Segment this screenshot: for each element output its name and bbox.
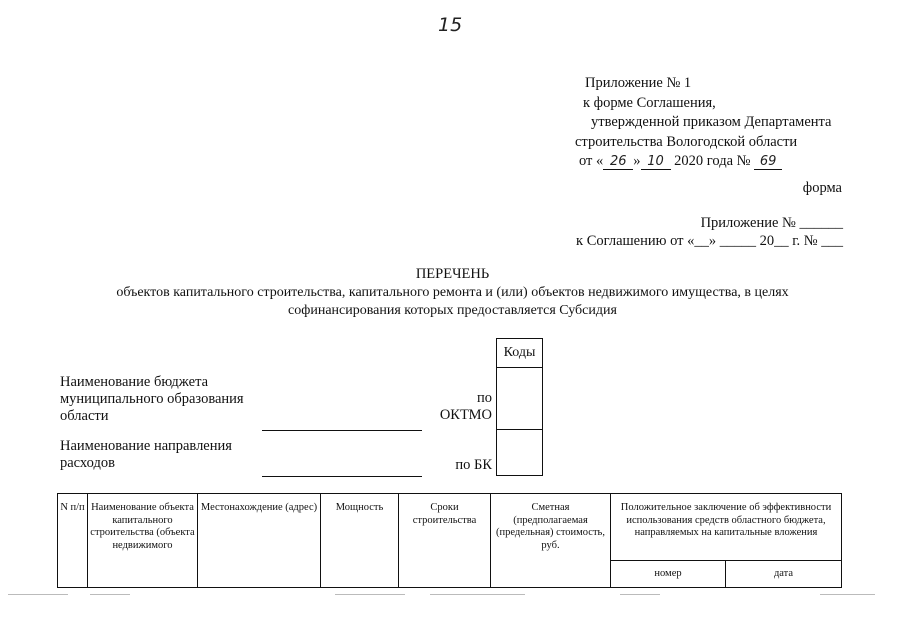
col-header-location: Местонахождение (адрес): [198, 494, 321, 588]
appendix-block: [576, 214, 843, 250]
document-title: ПЕРЕЧЕНЬ: [415, 266, 490, 282]
date-prefix: от «: [579, 153, 604, 169]
scan-mark: [335, 594, 405, 595]
label-line: по: [476, 390, 492, 406]
subheader-number: номер: [611, 561, 726, 588]
oktmo-code-cell[interactable]: [497, 368, 542, 430]
handwritten-day: 26: [603, 155, 633, 170]
approval-line: строительства Вологодской области: [575, 133, 798, 150]
label-line: ОКТМО: [439, 407, 492, 423]
date-quote: »: [633, 153, 641, 169]
scan-mark: [430, 594, 525, 595]
form-label: форма: [802, 180, 842, 196]
appendix-line: Приложение № ______: [700, 215, 843, 231]
expense-direction-label: [60, 438, 232, 472]
bk-code-cell[interactable]: [497, 430, 542, 476]
handwritten-month: 10: [641, 155, 671, 170]
approval-line: утвержденной приказом Департамента: [591, 114, 832, 130]
scan-artifact-line: [0, 594, 905, 600]
codes-header: Коды: [497, 339, 542, 368]
col-header-estimated-cost: Сметная (предполагаемая (предельная) стоимость, руб.: [491, 494, 611, 588]
objects-table: [57, 493, 842, 588]
page-number: 15: [438, 14, 463, 36]
document-subtitle: объектов капитального строительства, капитального ремонта и (или) объектов недвижимого имущества, в целях софинансирования которых предоставляется Субсидия: [116, 285, 789, 318]
label-line: области: [60, 408, 109, 424]
label-line: Наименование направления: [60, 438, 232, 454]
handwritten-order-number: 69: [754, 155, 782, 170]
col-header-capacity: Мощность: [321, 494, 399, 588]
budget-name-field[interactable]: [262, 430, 422, 431]
label-line: Наименование бюджета: [60, 374, 209, 390]
expense-direction-field[interactable]: [262, 476, 422, 477]
appendix-line: к Соглашению от «__» _____ 20__ г. № ___: [576, 233, 843, 249]
label-line: муниципального образования: [60, 391, 244, 407]
col-header-positive-conclusion: Положительное заключение об эффективности использования средств областного бюджета, направляемых на капитальные вложения: [611, 494, 842, 561]
col-header-number: N п/п: [58, 494, 88, 588]
approval-line: Приложение № 1: [585, 75, 692, 91]
label-line: расходов: [60, 455, 115, 471]
date-suffix: 2020 года №: [674, 153, 751, 169]
scan-mark: [620, 594, 660, 595]
scan-mark: [820, 594, 875, 595]
scan-mark: [8, 594, 68, 595]
approval-date-line: [575, 152, 832, 172]
subheader-date: дата: [726, 561, 842, 588]
bk-label: по БК: [455, 457, 492, 473]
col-header-construction-terms: Сроки строительства: [399, 494, 491, 588]
approval-stamp: [575, 74, 832, 172]
approval-line: к форме Соглашения,: [583, 94, 716, 111]
codes-box: [496, 338, 543, 476]
budget-name-label: [60, 374, 244, 425]
scan-mark: [90, 594, 130, 595]
col-header-object-name: Наименование объекта капитального строительства (объекта недвижимого: [88, 494, 198, 588]
oktmo-label: [436, 390, 492, 424]
